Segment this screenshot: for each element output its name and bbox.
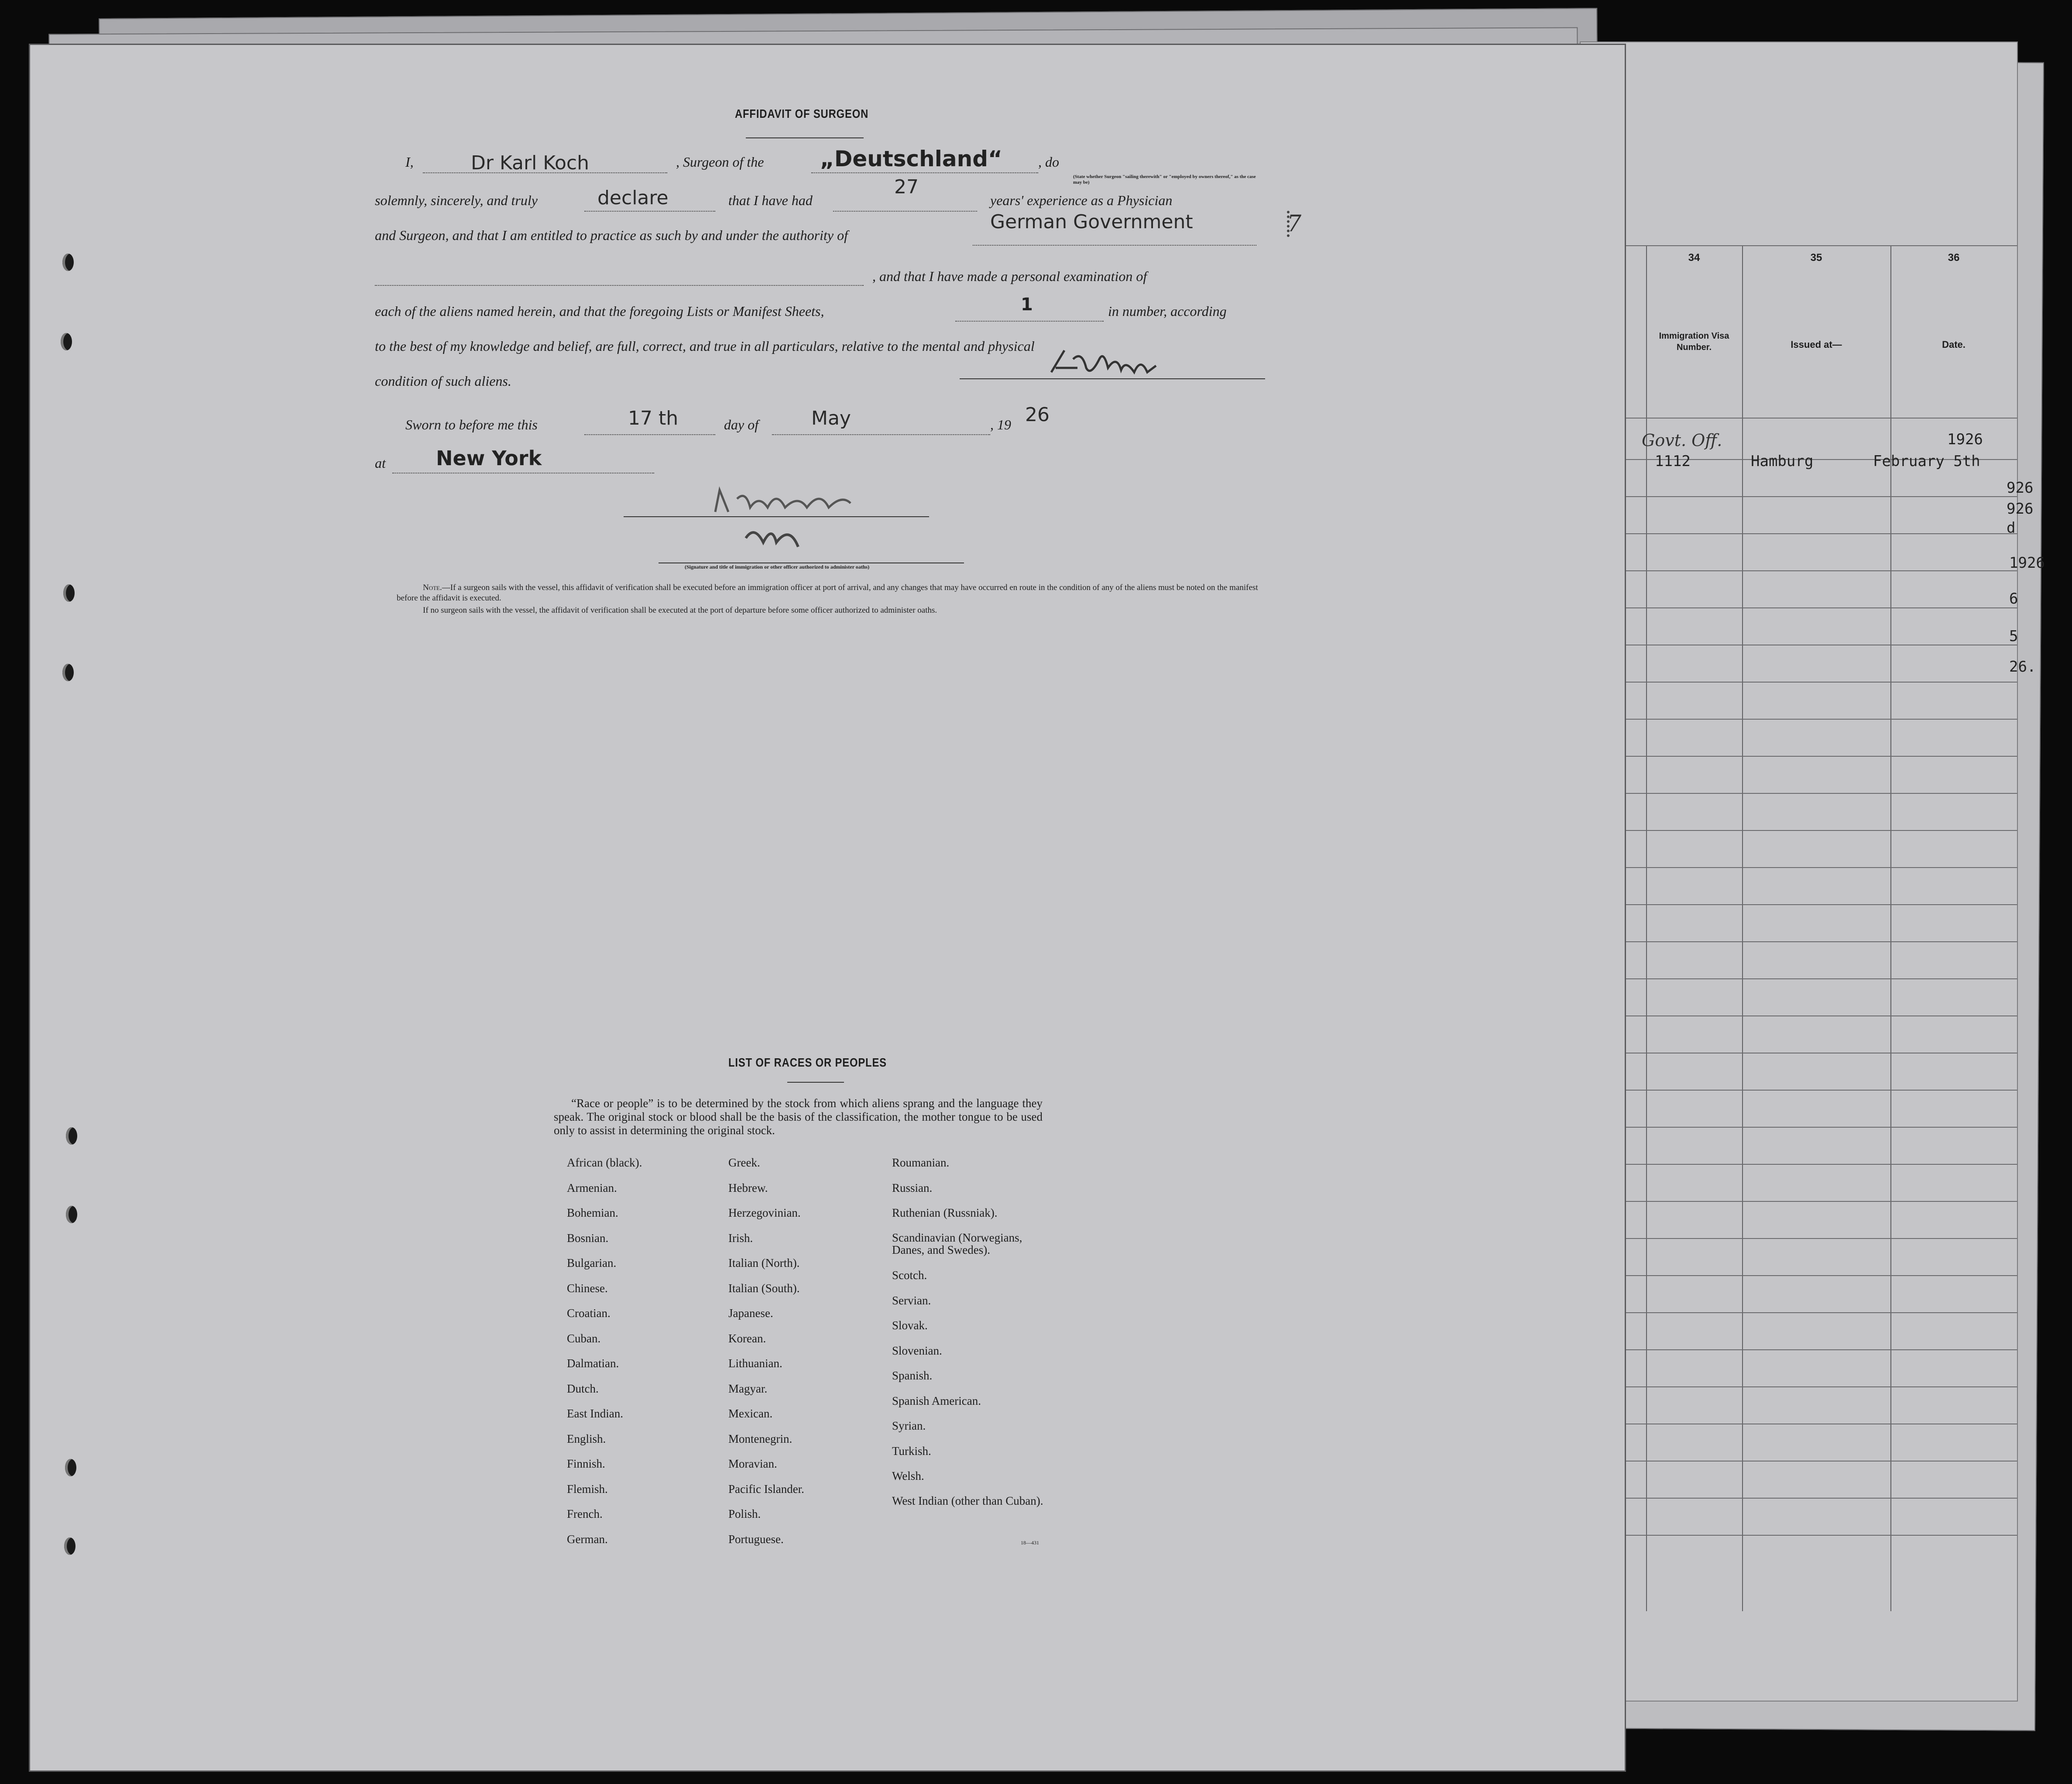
note-text-1: —If a surgeon sails with the vessel, this affidavit of verification shall be executed before an immigration officer at port of arrival, and any changes that may have occurred en route in the condition of any of the aliens must be noted on the manifest before the affidavit is executed. bbox=[397, 583, 1258, 603]
race-entry: Servian. bbox=[892, 1293, 931, 1307]
race-entry: Ruthenian (Russniak). bbox=[892, 1206, 998, 1219]
ship-blank bbox=[811, 172, 1038, 173]
header-issued-at: Issued at— bbox=[1791, 339, 1842, 350]
race-entry: Mexican. bbox=[728, 1407, 773, 1420]
line3-prefix: and Surgeon, and that I am entitled to practice as such by and under the authority of bbox=[375, 227, 848, 243]
sworn-month: May bbox=[811, 407, 851, 429]
row-rule bbox=[1581, 904, 2017, 905]
surgeon-signature-line bbox=[960, 378, 1265, 379]
row-rule bbox=[1581, 1535, 2017, 1536]
row-rule bbox=[1581, 1312, 2017, 1313]
row-rule bbox=[1581, 941, 2017, 942]
race-entry: Italian (North). bbox=[728, 1256, 800, 1269]
sworn-mid: day of bbox=[724, 417, 759, 432]
manifest-sheet bbox=[1580, 41, 2018, 1702]
race-entry: Dutch. bbox=[567, 1382, 599, 1395]
race-entry: Spanish. bbox=[892, 1369, 933, 1382]
row-rule bbox=[1581, 793, 2017, 794]
sworn-year: 26 bbox=[1025, 404, 1050, 426]
column-number-34: 34 bbox=[1688, 252, 1700, 264]
at-label: at bbox=[375, 455, 386, 471]
date-year: 1926 bbox=[1947, 431, 1983, 448]
authority-blank bbox=[973, 245, 1256, 246]
row-rule bbox=[1581, 1127, 2017, 1128]
race-entry: Croatian. bbox=[567, 1307, 611, 1320]
race-entry: Hebrew. bbox=[728, 1181, 768, 1194]
race-entry: Moravian. bbox=[728, 1457, 777, 1470]
punch-hole bbox=[63, 584, 75, 602]
edge-fragment: 5 bbox=[2009, 628, 2018, 645]
row-rule bbox=[1581, 978, 2017, 979]
race-entry: Pacific Islander. bbox=[728, 1482, 804, 1496]
declare-word: declare bbox=[597, 187, 669, 209]
race-entry: Montenegrin. bbox=[728, 1432, 792, 1445]
column-number-36: 36 bbox=[1948, 252, 1960, 264]
edge-fragment: 26. bbox=[2009, 658, 2036, 676]
years-blank bbox=[833, 211, 977, 212]
race-entry: Slovak. bbox=[892, 1319, 928, 1332]
header-rule bbox=[1581, 245, 2017, 246]
row-rule bbox=[1581, 533, 2017, 534]
punch-hole bbox=[65, 1459, 76, 1476]
visa-handwritten-note: Govt. Off. bbox=[1642, 431, 1722, 450]
punch-hole bbox=[66, 1206, 77, 1223]
margin-tick bbox=[1287, 211, 1303, 237]
row-rule bbox=[1581, 607, 2017, 608]
sworn-year-prefix: , 19 bbox=[990, 417, 1011, 432]
race-entry: Greek. bbox=[728, 1156, 760, 1169]
race-entry: Syrian. bbox=[892, 1419, 926, 1432]
race-entry: Polish. bbox=[728, 1507, 761, 1520]
header-date: Date. bbox=[1942, 339, 1966, 350]
place-value: New York bbox=[436, 446, 542, 470]
sworn-day-blank bbox=[584, 434, 715, 435]
column-divider bbox=[1742, 245, 1743, 1611]
row-rule bbox=[1581, 1090, 2017, 1091]
race-entry: Italian (South). bbox=[728, 1281, 800, 1295]
race-entry: Lithuanian. bbox=[728, 1357, 782, 1370]
row-rule bbox=[1581, 830, 2017, 831]
header-visa-number: Immigration Visa Number. bbox=[1659, 331, 1729, 352]
line4-text: , and that I have made a personal examination of bbox=[872, 268, 1147, 284]
race-entry: Turkish. bbox=[892, 1444, 931, 1458]
sworn-day: 17 th bbox=[628, 407, 679, 429]
surgeon-name: Dr Karl Koch bbox=[471, 152, 589, 174]
surgeon-signature bbox=[1047, 342, 1195, 394]
race-entry: Japanese. bbox=[728, 1307, 773, 1320]
race-entry: Korean. bbox=[728, 1331, 766, 1345]
row-rule bbox=[1581, 1349, 2017, 1350]
punch-hole bbox=[62, 254, 74, 271]
row-rule bbox=[1581, 1238, 2017, 1239]
race-entry: Russian. bbox=[892, 1181, 933, 1194]
race-entry: Welsh. bbox=[892, 1469, 924, 1482]
visa-number: 1112 bbox=[1655, 453, 1691, 470]
row-rule bbox=[1581, 570, 2017, 571]
line2-mid: that I have had bbox=[728, 192, 813, 208]
sheets-count: 1 bbox=[1021, 295, 1033, 315]
race-entry: English. bbox=[567, 1432, 606, 1445]
punch-hole bbox=[62, 664, 74, 681]
row-rule bbox=[1581, 756, 2017, 757]
officer-signature-line bbox=[624, 516, 929, 517]
race-entry: Scotch. bbox=[892, 1269, 927, 1282]
race-entry: Roumanian. bbox=[892, 1156, 950, 1169]
line6-text: to the best of my knowledge and belief, are full, correct, and true in all particulars, relative to the mental and physical bbox=[375, 338, 1035, 354]
signature-caption: (Signature and title of immigration or other officer authorized to administer oaths) bbox=[685, 564, 870, 570]
race-entry: Portuguese. bbox=[728, 1532, 784, 1546]
years-value: 27 bbox=[894, 176, 919, 198]
races-intro: “Race or people” is to be determined by the stock from which aliens sprang and the language they speak. The original stock or blood shall be the basis of the classification, the mother tongue to be used only to assist in determining the original stock. bbox=[554, 1097, 1043, 1137]
column-divider bbox=[1646, 245, 1647, 1611]
race-entry: West Indian (other than Cuban). bbox=[892, 1494, 1043, 1507]
line7-text: condition of such aliens. bbox=[375, 373, 511, 389]
authority-continuation-blank bbox=[375, 285, 864, 286]
sworn-prefix: Sworn to before me this bbox=[405, 417, 538, 432]
race-entry: Armenian. bbox=[567, 1181, 617, 1194]
declare-blank bbox=[584, 211, 715, 212]
line2-prefix: solemnly, sincerely, and truly bbox=[375, 192, 538, 208]
ship-name: „Deutschland“ bbox=[820, 146, 1002, 172]
race-entry: Magyar. bbox=[728, 1382, 768, 1395]
title-rule bbox=[746, 137, 864, 138]
race-entry: Chinese. bbox=[567, 1281, 608, 1295]
race-entry: Spanish American. bbox=[892, 1394, 981, 1407]
race-entry: Bohemian. bbox=[567, 1206, 618, 1219]
issued-at-value: Hamburg bbox=[1751, 453, 1814, 470]
row-rule bbox=[1581, 1164, 2017, 1165]
race-entry: East Indian. bbox=[567, 1407, 623, 1420]
note-paragraph-1 bbox=[397, 583, 1265, 604]
race-entry: Finnish. bbox=[567, 1457, 605, 1470]
column-divider bbox=[1890, 245, 1891, 1611]
race-entry: French. bbox=[567, 1507, 603, 1520]
race-entry: Scandinavian (Norwegians, Danes, and Swedes). bbox=[892, 1231, 1022, 1256]
race-entry: Slovenian. bbox=[892, 1344, 942, 1357]
authority-value: German Government bbox=[990, 211, 1193, 233]
punch-hole bbox=[61, 333, 72, 350]
row-rule bbox=[1581, 682, 2017, 683]
affidavit-sheet bbox=[29, 44, 1626, 1772]
sheets-blank bbox=[955, 321, 1104, 322]
affidavit-title: AFFIDAVIT OF SURGEON bbox=[735, 107, 869, 120]
header-rule bbox=[1581, 418, 2017, 419]
column-number-35: 35 bbox=[1810, 252, 1822, 264]
edge-fragment: 6 bbox=[2009, 590, 2018, 607]
line5-prefix: each of the aliens named herein, and that the foregoing Lists or Manifest Sheets, bbox=[375, 303, 824, 319]
line1-prefix: I, bbox=[405, 154, 414, 170]
race-entry: Cuban. bbox=[567, 1331, 601, 1345]
race-entry: Bosnian. bbox=[567, 1231, 609, 1245]
note-paragraph-2: If no surgeon sails with the vessel, the affidavit of verification shall be executed at the port of departure before some officer authorized to administer oaths. bbox=[423, 606, 937, 615]
sworn-month-blank bbox=[772, 434, 990, 435]
races-title: LIST OF RACES OR PEOPLES bbox=[728, 1056, 887, 1069]
row-rule bbox=[1581, 1461, 2017, 1462]
row-rule bbox=[1581, 496, 2017, 497]
race-entry: African (black). bbox=[567, 1156, 642, 1169]
races-title-rule bbox=[787, 1082, 844, 1083]
race-entry: Dalmatian. bbox=[567, 1357, 619, 1370]
race-entry: Herzegovinian. bbox=[728, 1206, 801, 1219]
line2-post: years' experience as a Physician bbox=[990, 192, 1173, 208]
line1-post: , do bbox=[1038, 154, 1059, 170]
edge-fragment: d bbox=[2007, 519, 2016, 537]
row-rule bbox=[1581, 1498, 2017, 1499]
row-rule bbox=[1581, 1201, 2017, 1202]
officer-signature bbox=[702, 477, 894, 564]
edge-fragment: 926 bbox=[2007, 500, 2034, 518]
margin-mark: 7 bbox=[1287, 211, 1302, 237]
race-entry: Irish. bbox=[728, 1231, 753, 1245]
row-rule bbox=[1581, 719, 2017, 720]
punch-hole bbox=[66, 1127, 77, 1145]
note-label: Note. bbox=[423, 583, 442, 592]
race-entry: German. bbox=[567, 1532, 608, 1546]
edge-fragment: 1926 bbox=[2009, 554, 2045, 572]
row-rule bbox=[1581, 1386, 2017, 1387]
race-entry: Bulgarian. bbox=[567, 1256, 617, 1269]
form-number: 18—431 bbox=[1021, 1540, 1039, 1546]
race-entry: Flemish. bbox=[567, 1482, 608, 1496]
punch-hole bbox=[64, 1537, 75, 1555]
row-rule bbox=[1581, 867, 2017, 868]
date-value: February 5th bbox=[1873, 453, 1980, 470]
line5-post: in number, according bbox=[1108, 303, 1227, 319]
state-note: (State whether Surgeon "sailing therewith" or "employed by owners thereof," as the case may be) bbox=[1073, 174, 1256, 185]
edge-fragment: 926 bbox=[2007, 479, 2034, 497]
line1-mid: , Surgeon of the bbox=[676, 154, 764, 170]
row-rule bbox=[1581, 1275, 2017, 1276]
